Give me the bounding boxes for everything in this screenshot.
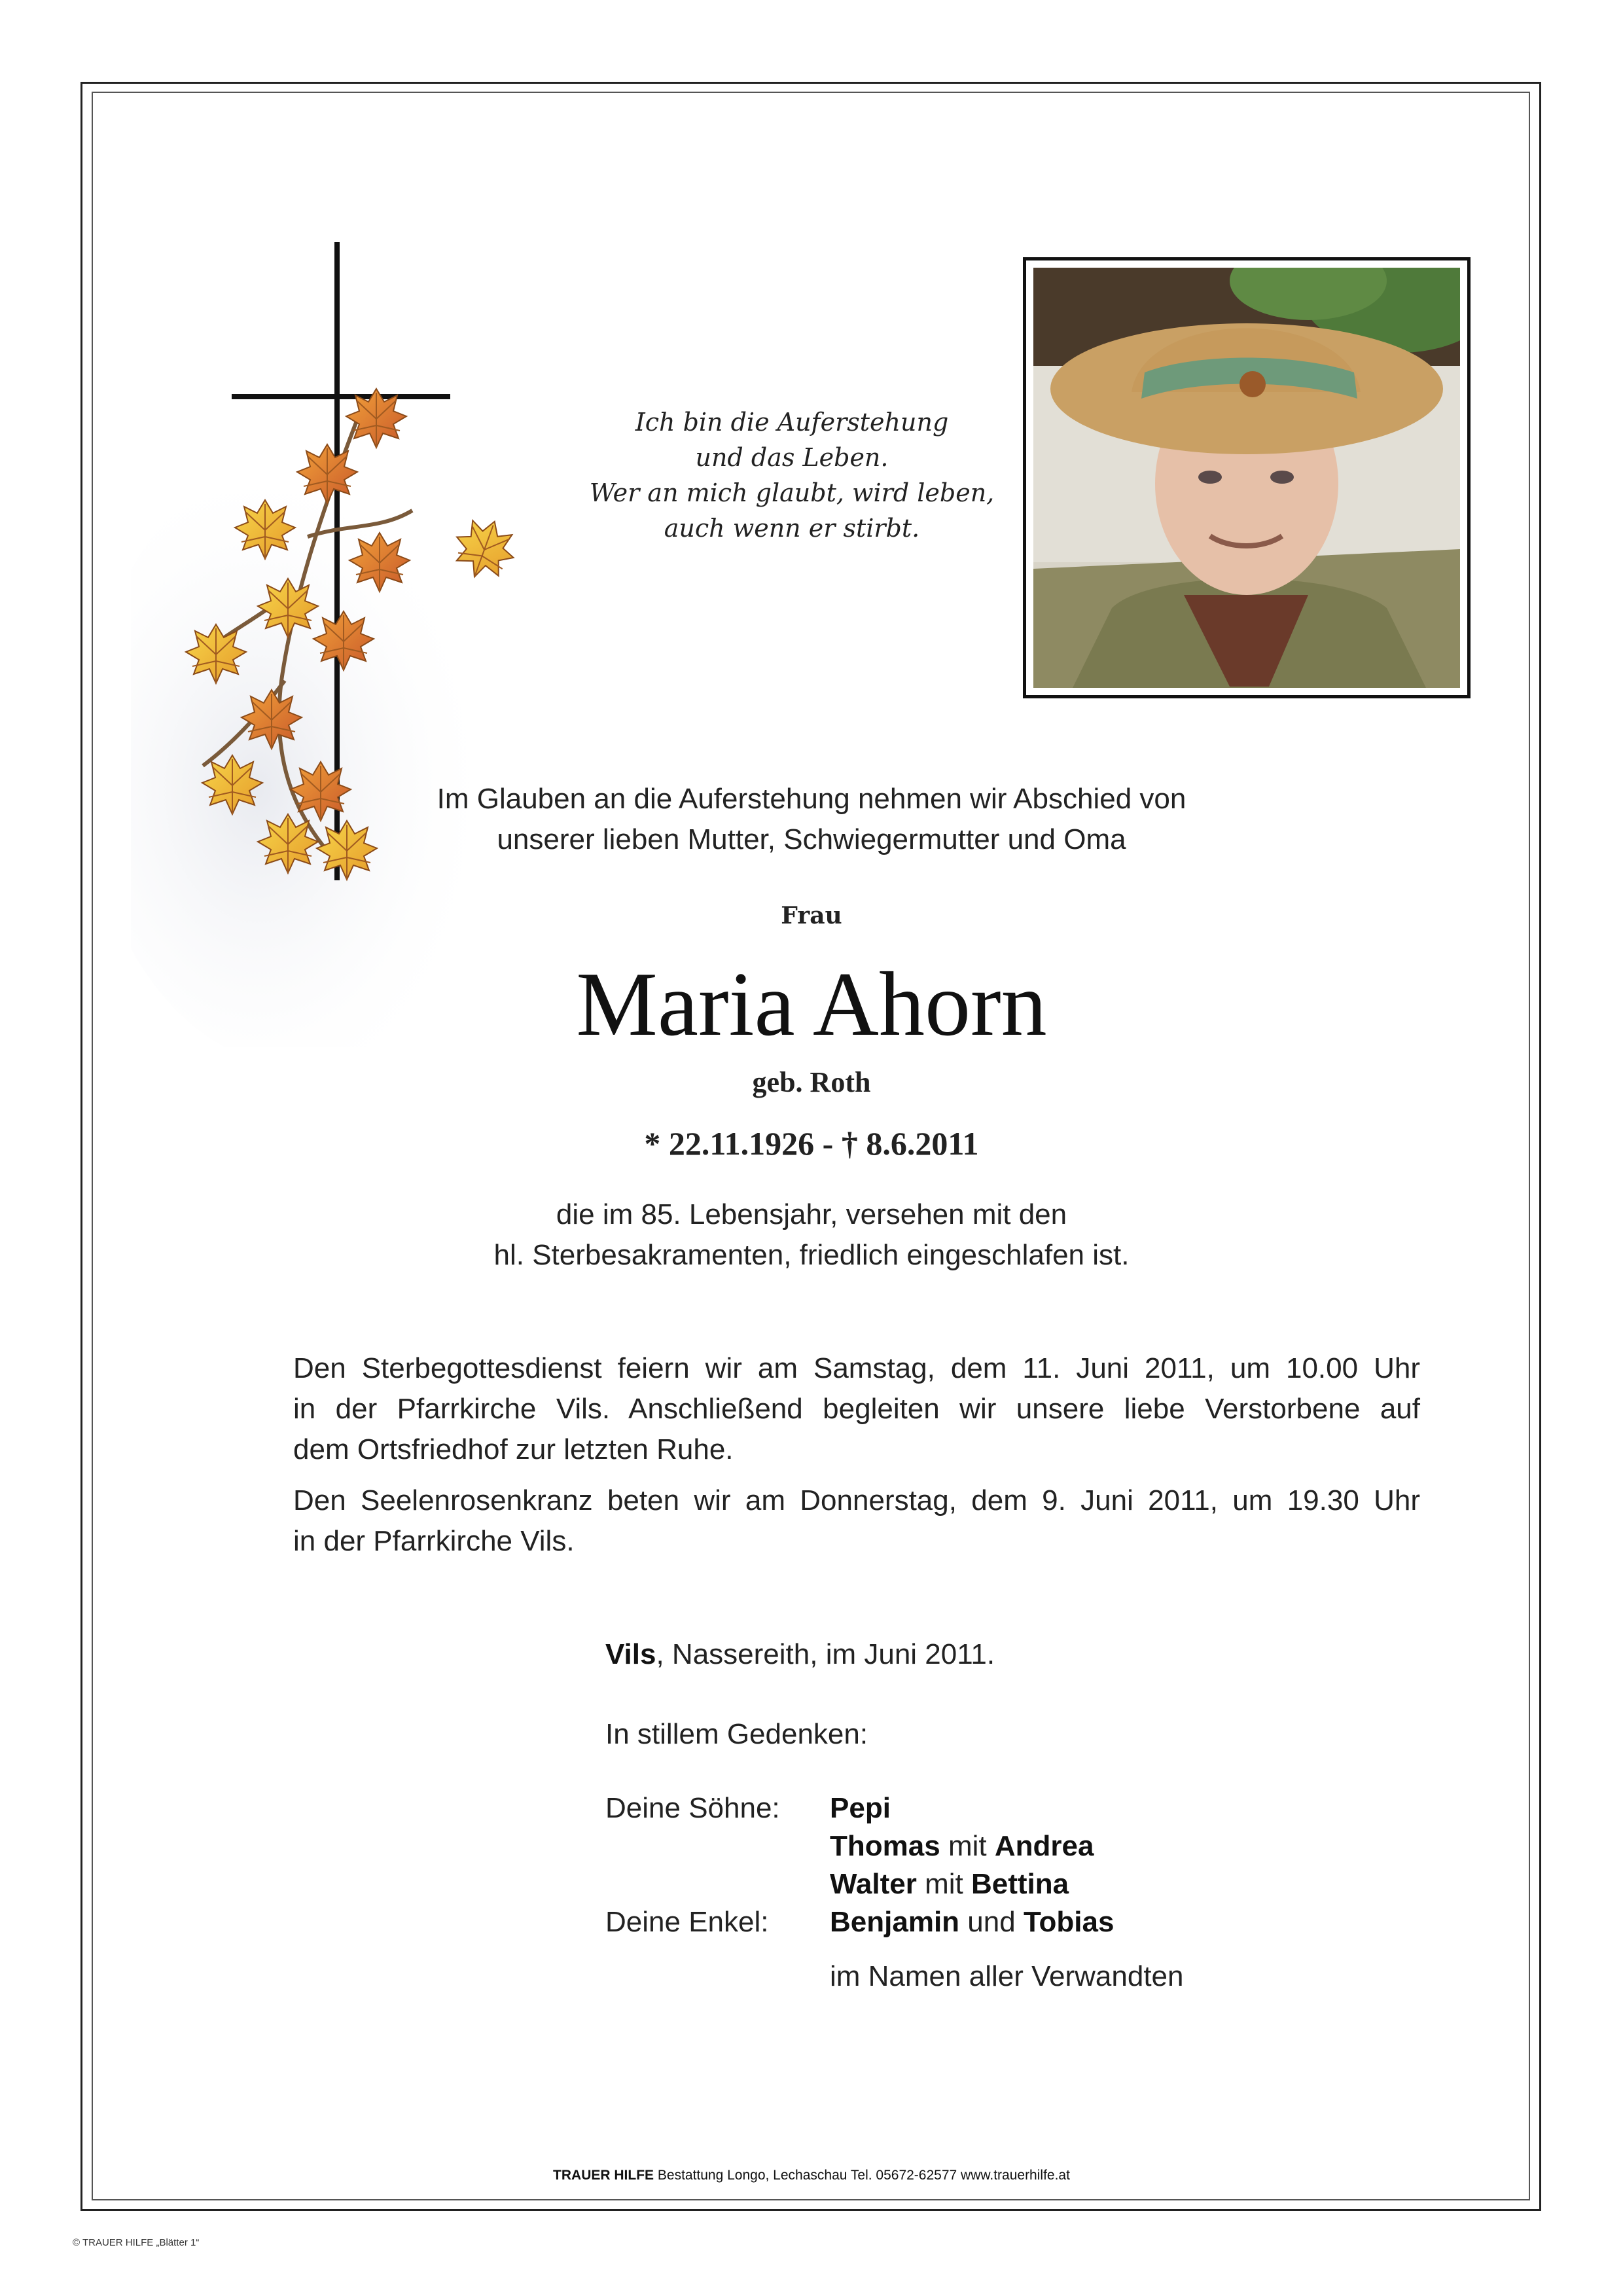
partner-name: Andrea (994, 1830, 1094, 1862)
verse-line: Ich bin die Auferstehung (635, 408, 949, 437)
life-dates: * 22.11.1926 - † 8.6.2011 (644, 1125, 979, 1162)
grandchild-name: Tobias (1023, 1906, 1115, 1938)
sons-label: Deine Söhne: (605, 1792, 780, 1824)
verse-line: und das Leben. (695, 443, 889, 472)
funeral-service-paragraph (293, 1348, 1420, 1470)
son-name: Walter (830, 1868, 917, 1900)
passing-line-1: die im 85. Lebensjahr, versehen mit den (556, 1198, 1067, 1230)
verse-line: Wer an mich glaubt, wird leben, (589, 478, 995, 507)
maiden-name: geb. Roth (752, 1066, 871, 1098)
footer-details: Bestattung Longo, Lechaschau Tel. 05672-62577 www.trauerhilfe.at (654, 2168, 1070, 2183)
place-town: Vils (605, 1638, 656, 1670)
grandchildren-label: Deine Enkel: (605, 1906, 769, 1938)
service-line: Den Sterbegottesdienst feiern wir am Samstag, dem 11. Juni 2011, um 10.00 Uhr (293, 1352, 1420, 1384)
son-entry (830, 1792, 891, 1825)
passing-line-2: hl. Sterbesakramenten, friedlich eingeschlafen ist. (493, 1239, 1130, 1271)
service-line: dem Ortsfriedhof zur letzten Ruhe. (293, 1433, 734, 1465)
passing-text (0, 1194, 1623, 1276)
partner-name: Bettina (971, 1868, 1069, 1900)
salutation: Frau (781, 902, 842, 929)
rosary-line: in der Pfarrkirche Vils. (293, 1525, 575, 1557)
grandchildren-entry (830, 1906, 1114, 1939)
son-name: Thomas (830, 1830, 940, 1862)
rosary-line: Den Seelenrosenkranz beten wir am Donnerstag, dem 9. Juni 2011, um 19.30 Uhr (293, 1484, 1420, 1516)
portrait-photo (1033, 268, 1460, 688)
cross-horizontal-beam (232, 394, 450, 399)
mourning-line: In stillem Gedenken: (605, 1718, 868, 1750)
bible-verse (543, 404, 1041, 546)
farewell-intro (0, 779, 1623, 860)
son-entry (830, 1830, 1094, 1863)
grandchild-name: Benjamin (830, 1906, 960, 1938)
deceased-name: Maria Ahorn (576, 954, 1047, 1055)
service-line: in der Pfarrkirche Vils. Anschließend begleiten wir unsere liebe Verstorbene auf (293, 1393, 1420, 1425)
with-word: mit (948, 1830, 987, 1862)
copyright-note: © TRAUER HILFE „Blätter 1“ (73, 2237, 200, 2248)
relatives-line: im Namen aller Verwandten (830, 1960, 1184, 1992)
intro-line-1: Im Glauben an die Auferstehung nehmen wir Abschied von (437, 783, 1186, 815)
portrait-frame (1023, 257, 1471, 698)
son-name: Pepi (830, 1792, 891, 1824)
son-entry (830, 1868, 1069, 1901)
place-and-date (605, 1638, 995, 1671)
verse-line: auch wenn er stirbt. (664, 514, 920, 543)
footer-brand: TRAUER HILFE (553, 2168, 654, 2183)
and-word: und (967, 1906, 1016, 1938)
with-word: mit (925, 1868, 963, 1900)
rosary-paragraph (293, 1480, 1420, 1562)
place-rest: , Nassereith, im Juni 2011. (656, 1638, 995, 1670)
footer-imprint (0, 2168, 1623, 2183)
intro-line-2: unserer lieben Mutter, Schwiegermutter und Oma (497, 823, 1126, 855)
